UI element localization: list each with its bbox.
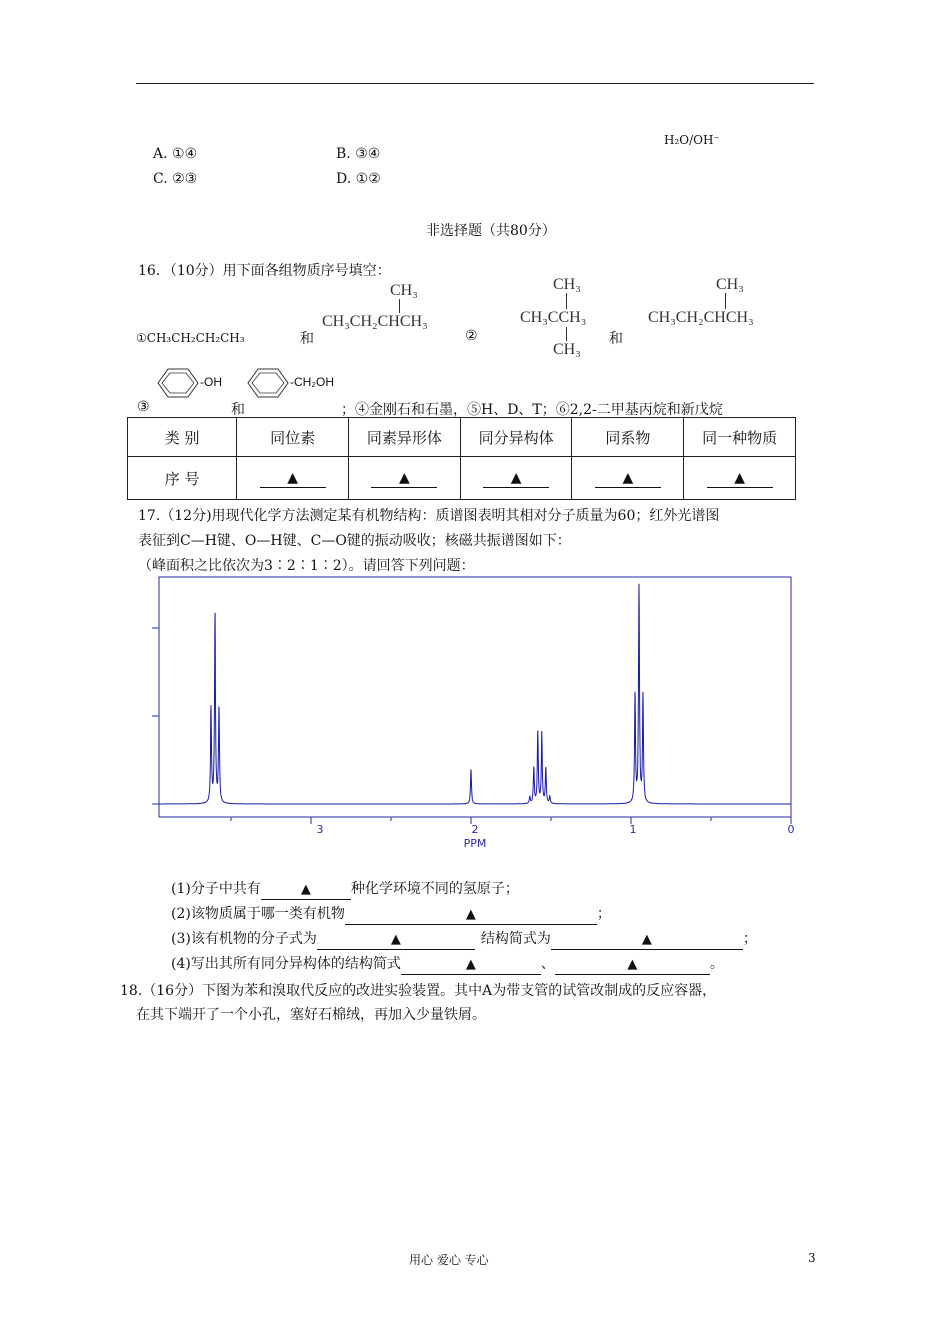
struct-b-top: CH₃ <box>553 276 581 293</box>
x-tick-label: 2 <box>471 823 479 836</box>
table-header-cell: 同一种物质 <box>684 418 796 457</box>
struct-a-chain: CH₃CH₂CHCH₃ <box>322 313 428 330</box>
struct-a-branch: CH₃ <box>390 282 418 299</box>
answer-blank[interactable]: ▲ <box>483 469 549 488</box>
option-b-label: B. <box>336 146 351 162</box>
option-d-value: ①② <box>355 171 381 187</box>
q18-line2: 在其下端开了一个小孔，塞好石棉绒，再加入少量铁屑。 <box>136 1007 486 1023</box>
option-c-label: C. <box>153 171 168 187</box>
struct-c-branch: CH₃ <box>716 276 744 293</box>
q16-stem: 16．（10分）用下面各组物质序号填空： <box>138 263 391 279</box>
q17-sub3 <box>171 928 757 950</box>
q17-line2: 表征到C—H键、O—H键、C—O键的振动吸收；核磁共振谱图如下： <box>138 533 571 549</box>
struct-a-bond <box>399 299 400 313</box>
footer-motto: 用心 爱心 专心 <box>409 1253 489 1267</box>
answer-blank[interactable]: ▲ <box>707 469 773 488</box>
table-header-cell: 同分异构体 <box>460 418 572 457</box>
table-header-cell: 类 别 <box>128 418 237 457</box>
q17-blank-3a[interactable]: ▲ <box>317 931 475 950</box>
x-tick-label: 1 <box>629 823 637 836</box>
spectrum-series-line <box>159 584 791 804</box>
benzyl-group: -CH₂OH <box>290 375 334 389</box>
q17-sub1-post: 种化学环境不同的氢原子； <box>350 881 519 897</box>
answer-blank[interactable]: ▲ <box>371 469 437 488</box>
q17-blank-3b[interactable]: ▲ <box>551 931 743 950</box>
q17-sub2 <box>171 903 611 925</box>
struct-c-bond <box>725 293 726 309</box>
q17-sub2-pre: (2)该物质属于哪一类有机物 <box>171 906 345 922</box>
table-header-cell: 同系物 <box>572 418 684 457</box>
q17-blank-1[interactable]: ▲ <box>261 881 351 900</box>
struct-b-chain: CH₃CCH₃ <box>520 309 587 326</box>
q17-sub2-post: ； <box>596 906 611 922</box>
struct-b-bond-down <box>566 327 567 341</box>
option-a[interactable] <box>153 146 197 162</box>
q17-sub3-pre: (3)该有机物的分子式为 <box>171 931 317 947</box>
q16-item2-label: ② <box>465 328 478 344</box>
struct-b-bottom: CH₃ <box>553 341 581 358</box>
option-d-label: D. <box>336 171 352 187</box>
header-formula: H₂O/OH⁻ <box>664 133 720 147</box>
x-axis-ticks <box>231 817 791 824</box>
q17-line3: （峰面积之比依次为3∶2∶1∶2）。请回答下列问题： <box>138 558 475 574</box>
phenol-benzene-ring <box>156 366 200 400</box>
q17-blank-4b[interactable]: ▲ <box>555 956 710 975</box>
table-header-row <box>128 418 796 457</box>
answer-blank[interactable]: ▲ <box>595 469 661 488</box>
struct-c-chain: CH₃CH₂CHCH₃ <box>648 309 754 326</box>
x-tick-label: 0 <box>787 823 795 836</box>
q17-sub4-pre: (4)写出其所有同分异构体的结构简式 <box>171 956 401 972</box>
q17-line1: 17.（12分)用现代化学方法测定某有机物结构：质谱图表明其相对分子质量为60；红外光谱图 <box>138 508 720 524</box>
q17-sub4-mid: 、 <box>540 956 555 972</box>
option-b-value: ③④ <box>355 146 381 162</box>
classification-table <box>127 417 796 500</box>
struct-b-bond-up <box>566 293 567 309</box>
x-axis-label: PPM <box>463 837 487 850</box>
table-row <box>128 457 796 500</box>
option-c[interactable] <box>153 171 197 187</box>
q17-sub4-post: 。 <box>709 956 724 972</box>
answer-cell[interactable] <box>572 457 684 500</box>
option-b[interactable] <box>336 146 380 162</box>
q16-rest-line: ；④金刚石和石墨，⑤H、D、T；⑥2,2-二甲基丙烷和新戊烷 <box>341 402 723 418</box>
table-header-cell: 同素异形体 <box>348 418 460 457</box>
table-row-label: 序 号 <box>128 457 237 500</box>
page-number: 3 <box>808 1251 816 1265</box>
phenol-group: -OH <box>200 375 222 389</box>
nmr-spectrum-chart <box>140 570 810 860</box>
option-a-label: A. <box>153 146 168 162</box>
table-header-cell: 同位素 <box>237 418 349 457</box>
q17-sub3-post: ； <box>742 931 757 947</box>
option-d[interactable] <box>336 171 381 187</box>
answer-blank[interactable]: ▲ <box>260 469 326 488</box>
chart-frame <box>159 577 791 817</box>
answer-cell[interactable] <box>348 457 460 500</box>
q16-item1-left: ①CH₃CH₂CH₂CH₃ <box>136 331 245 345</box>
answer-cell[interactable] <box>684 457 796 500</box>
q17-blank-4a[interactable]: ▲ <box>401 956 541 975</box>
option-a-value: ①④ <box>172 146 198 162</box>
q16-and-2: 和 <box>609 331 623 347</box>
q16-and-3: 和 <box>231 402 245 418</box>
q17-sub1-pre: (1)分子中共有 <box>171 881 261 897</box>
benzyl-benzene-ring <box>246 366 290 400</box>
section-title: 非选择题（共80分） <box>426 223 556 239</box>
q16-and-1: 和 <box>300 331 314 347</box>
q16-item3-label: ③ <box>137 399 150 415</box>
q17-sub3-mid: 结构简式为 <box>480 931 551 947</box>
option-c-value: ②③ <box>172 171 198 187</box>
q17-sub1 <box>171 878 519 900</box>
q18-line1: 18.（16分）下图为苯和溴取代反应的改进实验装置。其中A为带支管的试管改制成的反应容器， <box>120 983 717 999</box>
q17-sub4 <box>171 953 724 975</box>
header-rule <box>136 83 814 84</box>
x-tick-label: 3 <box>316 823 324 836</box>
answer-cell[interactable] <box>460 457 572 500</box>
q17-blank-2[interactable]: ▲ <box>345 906 597 925</box>
answer-cell[interactable] <box>237 457 349 500</box>
